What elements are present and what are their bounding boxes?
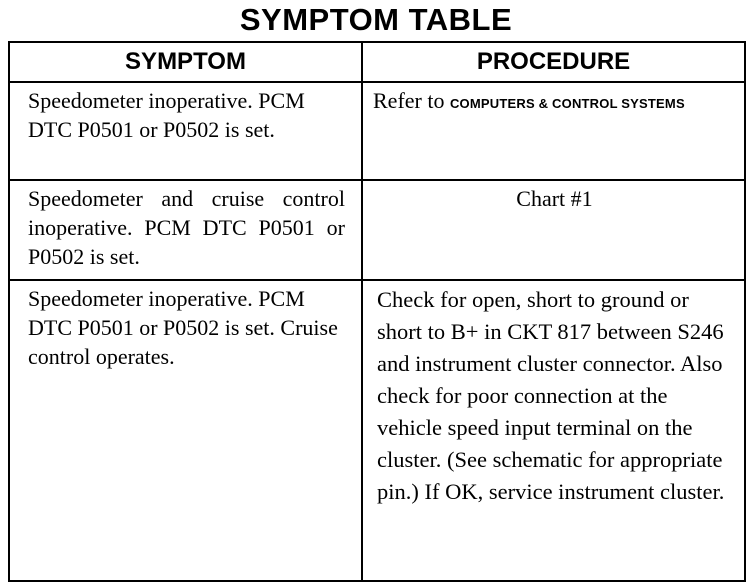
table-header-row [9,42,745,82]
table-row [9,82,745,180]
symptom-cell: Speedometer inoperative. PCM DTC P0501 or P0502 is set. Cruise control operates. [9,280,362,581]
procedure-cell [362,82,745,180]
table-row [9,280,745,581]
procedure-cell: Check for open, short to ground or short to B+ in CKT 817 between S246 and instrument cluster connector. Also check for poor connection at the vehicle speed input terminal on the cluster. (See schematic for appropriate pin.) If OK, service instrument cluster. [362,280,745,581]
procedure-reference: COMPUTERS & CONTROL SYSTEMS [449,96,685,111]
table-row [9,180,745,280]
procedure-prefix: Refer to [373,88,445,113]
symptom-cell: Speedometer and cruise control inoperative. PCM DTC P0501 or P0502 is set. [9,180,362,280]
symptom-table [8,41,746,582]
symptom-cell: Speedometer inoperative. PCM DTC P0501 or P0502 is set. [9,82,362,180]
symptom-column-header: SYMPTOM [9,42,362,82]
procedure-cell: Chart #1 [362,180,745,280]
page-title: SYMPTOM TABLE [239,2,513,37]
procedure-column-header: PROCEDURE [362,42,745,82]
